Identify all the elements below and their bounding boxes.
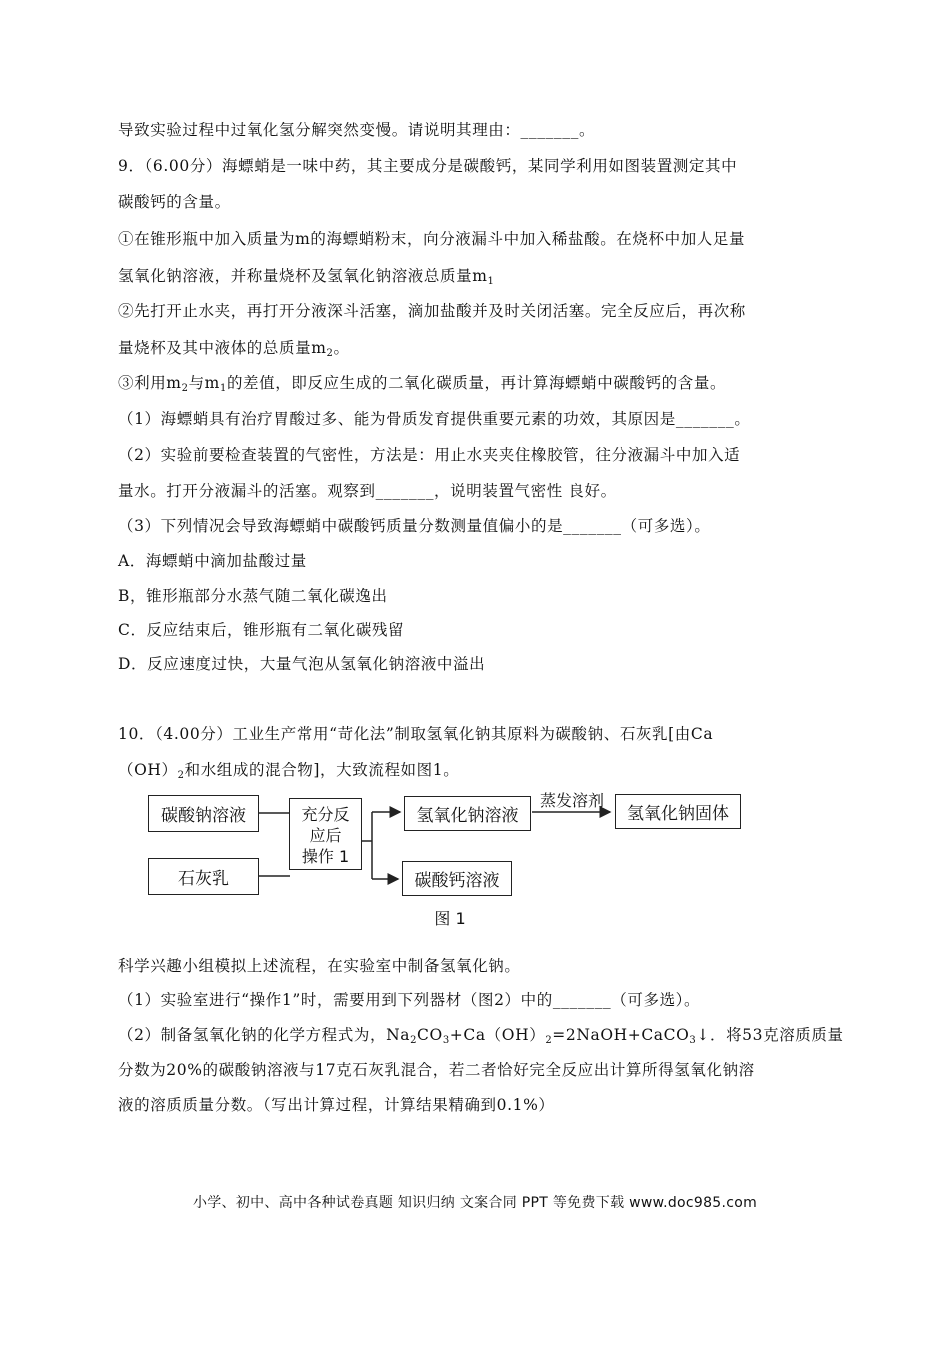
- question-10-stem-cont: $(OH)_2$和水组成的混合物]，大致流程如图1。: [118, 761, 460, 781]
- step-3: ③利用$m_2$与$m_1$的差值，即反应生成的二氧化碳质量，再计算海螵蛸中碳酸钙的含量。: [118, 374, 727, 394]
- sub-question-1: （1）海螵蛸具有治疗胃酸过多、能为骨质发育提供重要元素的功效，其原因是_______。: [118, 410, 751, 428]
- option-b: B，锥形瓶部分水蒸气随二氧化碳逸出: [118, 587, 388, 605]
- sub-question-3: （3）下列情况会导致海螵蛸中碳酸钙质量分数测量值偏小的是_______（可多选）。: [118, 517, 711, 535]
- footer-text: 小学、初中、高中各种试卷真题 知识归纳 文案合同 PPT 等免费下载 www.doc985.com: [192, 1195, 758, 1211]
- box-sodium-carbonate-solution: 碳酸钠溶液: [148, 795, 259, 832]
- option-a: A．海螵蛸中滴加盐酸过量: [118, 552, 307, 570]
- option-d: D．反应速度过快，大量气泡从氢氧化钠溶液中溢出: [118, 655, 486, 673]
- step-2-cont: 量烧杯及其中液体的总质量$m_2$。: [118, 339, 350, 359]
- step-1: ①在锥形瓶中加入质量为m的海螵蛸粉末，向分液漏斗中加入稀盐酸。在烧杯中加人足量: [118, 230, 746, 248]
- box-sodium-hydroxide-solid: 氢氧化钠固体: [615, 794, 741, 829]
- box-sodium-hydroxide-solution: 氢氧化钠溶液: [404, 796, 531, 831]
- box-operation-1: [289, 798, 362, 870]
- operation-label-1: 充分反: [301, 804, 350, 824]
- operation-label-2: 应后: [309, 825, 342, 845]
- question-10-stem: 10．（4.00分）工业生产常用“苛化法”制取氢氧化钠其原料为碳酸钠、石灰乳[由Ca: [118, 725, 714, 743]
- question-9-stem: 9．（6.00分）海螵蛸是一味中药，其主要成分是碳酸钙，某同学利用如图装置测定其中: [118, 157, 738, 175]
- step-1-cont: 氢氧化钠溶液，并称量烧杯及氢氧化钠溶液总质量$m_1$: [118, 267, 495, 287]
- sub-question-10-2-cont: 分数为20%的碳酸钠溶液与17克石灰乳混合，若二者恰好完全反应出计算所得氢氧化钠溶: [118, 1061, 755, 1079]
- operation-label-3: 操作 1: [301, 846, 350, 866]
- evaporate-solvent-label: 蒸发溶剂: [539, 791, 604, 810]
- sub-question-2-cont: 量水。打开分液漏斗的活塞。观察到_______，说明装置气密性 良好。: [118, 482, 617, 500]
- step-2: ②先打开止水夹，再打开分液深斗活塞，滴加盐酸并及时关闭活塞。完全反应后，再次称: [118, 302, 746, 320]
- sub-question-10-2-cont2: 液的溶质质量分数。（写出计算过程，计算结果精确到0.1%）: [118, 1096, 555, 1114]
- question-9-stem-cont: 碳酸钙的含量。: [118, 193, 231, 211]
- sub-question-10-2: （2）制备氢氧化钠的化学方程式为，$Na_2CO_3+Ca(OH)_2=2NaOH+CaCO_3↓$．将53克溶质质量: [118, 1026, 844, 1046]
- option-c: C．反应结束后，锥形瓶有二氧化碳残留: [118, 621, 405, 639]
- box-lime-milk: 石灰乳: [148, 858, 259, 895]
- sub-question-2: （2）实验前要检查装置的气密性，方法是：用止水夹夹住橡胶管，往分液漏斗中加入适: [118, 446, 741, 464]
- box-calcium-carbonate-solution: 碳酸钙溶液: [402, 861, 512, 896]
- figure-1-caption: 图 1: [434, 909, 466, 928]
- sub-question-10-1: （1）实验室进行“操作1”时，需要用到下列器材（图2）中的_______（可多选）。: [118, 991, 701, 1009]
- text-line: 导致实验过程中过氧化氢分解突然变慢。请说明其理由：_______。: [118, 121, 596, 139]
- science-group-line: 科学兴趣小组模拟上述流程，在实验室中制备氢氧化钠。: [118, 957, 521, 975]
